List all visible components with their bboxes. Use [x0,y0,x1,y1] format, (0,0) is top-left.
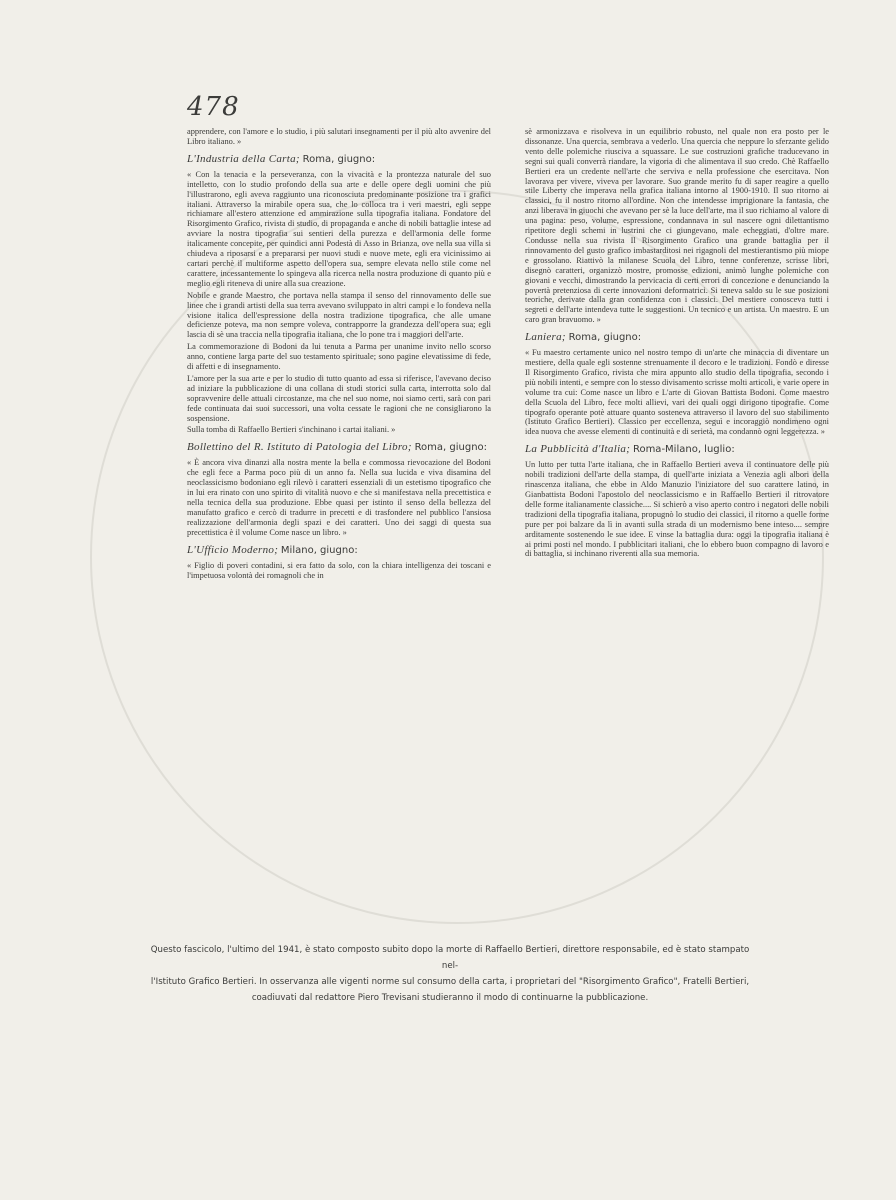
section-title: L'Industria della Carta; [187,152,300,165]
section-title: Bollettino del R. Istituto di Patologia del Libro; [187,441,412,454]
right-column [525,127,829,561]
section-heading [187,441,491,454]
paragraph: Un lutto per tutta l'arte italiana, che in Raffaello Bertieri aveva il continuatore delle più nobili tradizioni dell'arte della stampa, di quell'arte iniziata a Venezia agli albori della rinascenza italiana, che ebbe in Aldo Manuzio l'iniziatore del suo carattere latino, in Gianbattista Bodoni l'apostolo del neoclassicismo e in Raffaello Bertieri il ritrovatore delle forme italianamente classiche.... Si schierò a viso aperto contro i negatori delle nobili tradizioni della tipografia italiana, propugnò lo studio dei classici, il ritorno a quelle forme pure per poi balzare da lì in avanti sulla strada di un modernismo bene inteso.... sempre arditamente sostenendo le sue idee. E vinse la battaglia dura: oggi la tipografia italiana è ai primi posti nel mondo. I pubblicitari italiani, che lo ebbero buon compagno di lavoro e di battaglia, si inchinano riverenti alla sua memoria. [525,460,829,559]
left-column [187,127,491,582]
section-place: Roma, giugno: [568,332,642,344]
footer-line: coadiuvati dal redattore Piero Trevisani studieranno il modo di continuarne la pubblicazione. [251,993,649,1003]
paragraph: Sulla tomba di Raffaello Bertieri s'inchinano i cartai italiani. » [187,425,396,435]
page-number: 478 [187,92,240,122]
paragraph: « Fu maestro certamente unico nel nostro tempo di un'arte che minaccia di diventare un mestiere, della quale egli sostenne strenuamente il decoro e le tradizioni. Fondò e diresse Il Risorgimento Grafico, rivista che mira appunto allo studio della tipografia, secondo i più nobili intenti, e sempre con lo stesso divisamento scrisse molti articoli, e varie opere in volume tra cui: Come nasce un libro e L'arte di Giovan Battista Bodoni. Come maestro della Scuola del Libro, fece molti allievi, vari dei quali oggi dirigono tipografie. Come tipografo operante potè attuare quanto sosteneva attraverso il lavoro del suo stabilimento (Istituto Grafico Bertieri). Classico per eccellenza, seguì e incoraggiò nondimeno ogni idea nuova che avesse elementi di continuità e di serietà, ma condannò ogni leggerezza. » [525,348,829,437]
right-intro: sè armonizzava e risolveva in un equilibrio robusto, nel quale non era posto per le dissonanze. Una quercia, sembrava a vederlo. Una quercia che neppure lo sferzante gelido vento delle polemiche riusciva a squassare. Le sue costruzioni grafiche traducevano in segni sui quali converrà riandare, la vigoria di che alimentava il suo credo. Chè Raffaello Bertieri era un credente nell'arte che serviva e nella professione che esercitava. Non lavorava per vivere, viveva per lavorare. Suo grande merito fu di saper reagire a quello stile Liberty che imperava nella grafica italiana intorno al 1900-1910. Il suo ritorno ai classici, fu il nostro ritorno all'ordine. Non che intendesse imprigionare la fantasia, che anzi liberava in giuochi che avevano per sè la luce dell'arte, ma il suo richiamo al valore di una pagina: peso, volume, espressione, condannava in sul nascere ogni dilettantismo ripetitore degli schemi in lustrini che ci giungevano, male echeggiati, d'oltre mare. Condusse nella sua rivista Il Risorgimento Grafico una grande battaglia per il rinnovamento del gusto grafico imbastarditosi nei rigagnoli del mestierantismo più miope e grossolano. Riattivò la milanese Scuola del Libro, tenne conferenze, scrisse libri, disegnò caratteri, organizzò mostre, promosse edizioni, animò lunghe polemiche con giovani e vecchi, dimostrando la pervicacia di certi errori di concezione e denunciando la povertà pretenziosa di certe innovazioni deformatrici. Si teneva saldo su le sue posizioni teoriche, derivate dalla gran confidenza con i classici. Del mestiere conosceva tutti i segreti e dell'arte intendeva tutte le suggestioni. Un tecnico e un artista. Un maestro. E un caro gran bravuomo. » [525,127,829,325]
paragraph: La commemorazione di Bodoni da lui tenuta a Parma per unanime invito nello scorso anno, contiene larga parte del suo testamento spirituale; sono pagine elevatissime di fede, di affetti e di insegnamento. [187,342,491,372]
paragraph: « È ancora viva dinanzi alla nostra mente la bella e commossa rievocazione del Bodoni che egli fece a Parma poco più di un anno fa. Nella sua lucida e viva disamina del neoclassicismo bodoniano egli rilevò i caratteri essenziali di un estetismo tipografico che in lui era rinato con uno spirito di vitalità nuovo e che si manifestava nella precettistica e nella tecnica della sua produzione. Ebbe quasi per istinto il senso della bellezza del manufatto grafico e cercò di tradurre in precetti e di trasfondere nel pubblico l'ansiosa realizzazione dell'armonia degli spazi e dei caratteri. Uno dei saggi di questa sua precettistica è il volume Come nasce un libro. » [187,458,491,537]
section-title: Laniera; [525,331,566,344]
section-heading [187,544,491,557]
footer-note [150,942,750,1006]
paragraph: L'amore per la sua arte e per lo studio di tutto quanto ad essa si riferisce, l'avevano deciso ad iniziare la pubblicazione di una collana di studi storici sulla carta, interrotta solo dal sopravvenire delle attuali circostanze, ma che nel suo nome, noi siamo certi, sarà con pari fede continuata dai suoi successori, una volta cessate le ragioni che ne consigliarono la sospensione. [187,373,491,423]
paragraph: « Figlio di poveri contadini, si era fatto da solo, con la chiara intelligenza dei toscani e l'impetuosa volontà dei romagnoli che in [187,560,491,580]
section-heading [525,331,829,344]
section-place: Milano, giugno: [280,544,358,556]
section-heading [187,153,491,166]
section-title: La Pubblicità d'Italia; [525,443,631,456]
left-intro: apprendere, con l'amore e lo studio, i più salutari insegnamenti per il più alto avvenire del Libro italiano. » [187,127,491,146]
footer-line: Questo fascicolo, l'ultimo del 1941, è stato composto subito dopo la morte di Raffaello Bertieri, direttore responsabile, ed è stato stampato nel- [150,945,750,971]
section-title: L'Ufficio Moderno; [187,543,279,556]
footer-line: l'Istituto Grafico Bertieri. In osservanza alle vigenti norme sul consumo della carta, i proprietari del "Risorgimento Grafico", Fratelli Bertieri, [150,977,750,987]
paragraph: Nobile e grande Maestro, che portava nella stampa il senso del rinnovamento delle sue linee che i grandi artisti della sua terra avevano sviluppato in altri campi e lo fondeva nella visione italica dell'espressione della nostra tradizione tipografica, che alle umane deficienze poteva, ma non sempre voleva, contrapporre la grandezza dell'opera sua; egli lascia di sè una traccia nella tipografia italiana, che lo pone tra i maggiori dell'arte. [187,290,491,340]
paragraph: « Con la tenacia e la perseveranza, con la vivacità e la prontezza naturale del suo intelletto, con lo studio profondo della sua arte e delle opere degli uomini che più l'illustrarono, egli aveva raggiunto una riconosciuta predominante posizione tra i grafici italiani. Attraverso la mirabile opera sua, che lo colloca tra i veri maestri, egli seppe richiamare all'estero attenzione ed ammirazione sulla tipografia italiana. Fondatore del Risorgimento Grafico, rivista di studio, di propaganda e anche di nobili battaglie intese ad avviare la nostra tipografia sui sentieri della purezza e dell'armonia delle forme italicamente concepite, per quindici anni Podestà di Asso in Brianza, ove nella sua villa si chiudeva a riposarsi e a prepararsi per nuovi studi e nuove mete, egli era vicinissimo ai cartari perchè il multiforme aspetto dell'opera sua, sempre elevata nello stile come nel carattere, incessantemente lo spingeva alla ricerca nella nostra produzione di quanto più e meglio egli riteneva di unire alla sua creazione. [187,169,491,288]
section-place: Roma, giugno: [302,153,376,165]
section-place: Roma-Milano, luglio: [632,444,735,456]
section-place: Roma, giugno: [414,442,488,454]
section-heading [525,443,829,456]
